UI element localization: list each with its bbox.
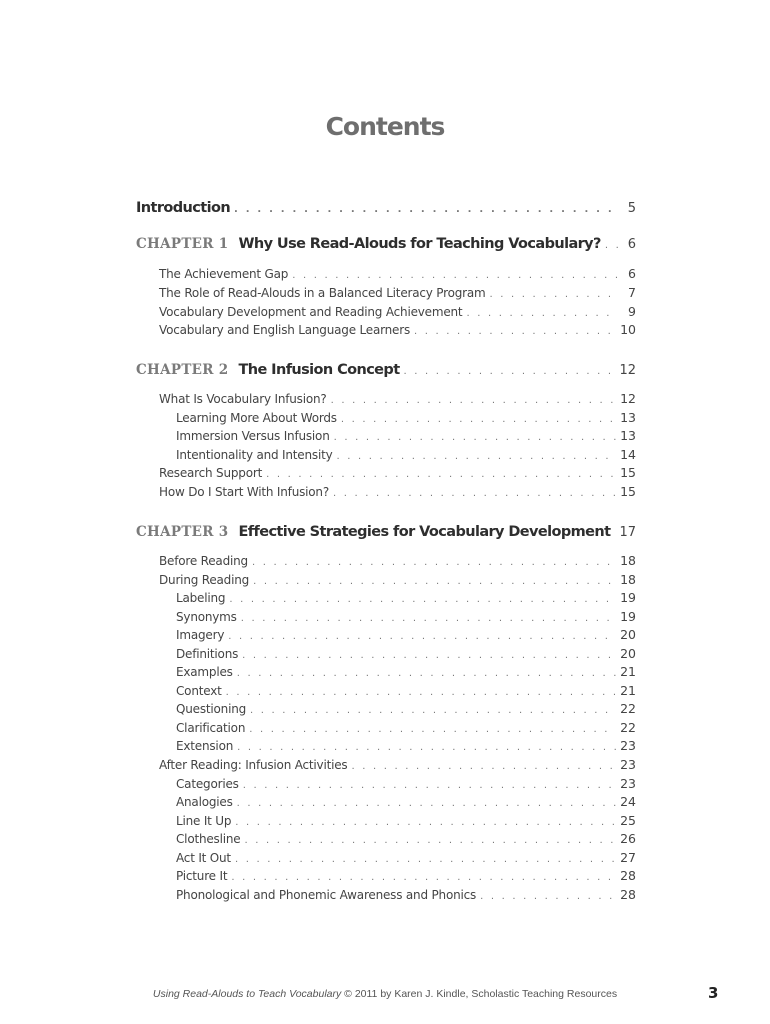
- toc-entry-page: 22: [620, 720, 636, 735]
- toc-introduction[interactable]: [136, 200, 636, 216]
- toc-entry[interactable]: [159, 322, 636, 337]
- toc-entry-page: 6: [628, 266, 636, 281]
- dot-leader: [244, 836, 616, 846]
- dot-leader: [404, 367, 616, 377]
- dot-leader: [337, 452, 617, 462]
- dot-leader: [237, 669, 616, 679]
- toc-entry-label: Clarification: [176, 721, 246, 735]
- toc-entry[interactable]: [159, 304, 636, 319]
- toc-entry[interactable]: [176, 627, 636, 642]
- dot-leader: [243, 781, 616, 791]
- toc-entry-label: Before Reading: [159, 554, 248, 568]
- toc-entry[interactable]: [176, 447, 636, 462]
- toc-entry-label: Clothesline: [176, 832, 241, 846]
- dot-leader: [235, 818, 616, 828]
- toc-entry-label: Synonyms: [176, 610, 237, 624]
- toc-entry-label: Picture It: [176, 869, 228, 883]
- toc-entry[interactable]: [176, 850, 636, 865]
- dot-leader: [231, 873, 616, 883]
- toc-entry-label: Vocabulary and English Language Learners: [159, 323, 411, 337]
- dot-leader: [253, 577, 616, 587]
- footer-credit: © 2011 by Karen J. Kindle, Scholastic Teaching Resources: [341, 988, 618, 1000]
- toc-entry-page: 27: [620, 850, 636, 865]
- dot-leader: [351, 762, 616, 772]
- toc-entry-page: 23: [620, 757, 636, 772]
- dot-leader: [252, 558, 616, 568]
- toc-entry[interactable]: [176, 887, 636, 902]
- toc-entry[interactable]: [176, 590, 636, 605]
- toc-entry[interactable]: [176, 683, 636, 698]
- toc-entry-label: During Reading: [159, 573, 250, 587]
- toc-entry-label: Questioning: [176, 702, 247, 716]
- toc-entry-label: Imagery: [176, 628, 225, 642]
- toc-entry[interactable]: [176, 664, 636, 679]
- toc-entry[interactable]: [159, 465, 636, 480]
- toc-entry-page: 9: [628, 304, 636, 319]
- toc-chapter-2[interactable]: [136, 362, 636, 378]
- toc-entry-page: 22: [620, 701, 636, 716]
- toc-entry[interactable]: [176, 609, 636, 624]
- toc-entry-page: 18: [620, 553, 636, 568]
- dot-leader: [614, 529, 615, 539]
- toc-entry-page: 19: [620, 590, 636, 605]
- toc-entry-page: 10: [620, 322, 636, 337]
- toc-entry[interactable]: [176, 794, 636, 809]
- dot-leader: [480, 892, 616, 902]
- toc-entry[interactable]: [159, 572, 636, 587]
- chapter-page: 12: [619, 363, 636, 378]
- toc-chapter-1[interactable]: [136, 236, 636, 252]
- dot-leader: [341, 415, 616, 425]
- toc-entry-page: 21: [620, 683, 636, 698]
- toc-entry-label: Examples: [176, 665, 233, 679]
- toc-entry[interactable]: [176, 776, 636, 791]
- toc-entry-label: How Do I Start With Infusion?: [159, 485, 330, 499]
- toc-entry-label: Intentionality and Intensity: [176, 448, 333, 462]
- toc-entry[interactable]: [159, 484, 636, 499]
- toc-entry[interactable]: [176, 831, 636, 846]
- toc-entry-label: Line It Up: [176, 814, 232, 828]
- dot-leader: [331, 396, 617, 406]
- toc-entry-page: 19: [620, 609, 636, 624]
- chapter-title: Why Use Read-Alouds for Teaching Vocabulary?: [238, 236, 601, 252]
- dot-leader: [605, 241, 618, 251]
- toc-entry-page: 23: [620, 738, 636, 753]
- dot-leader: [242, 651, 616, 661]
- toc-entry-page: 13: [620, 410, 636, 425]
- toc-entry-page: 28: [620, 868, 636, 883]
- chapter-number: CHAPTER 2: [136, 362, 229, 378]
- toc-entry[interactable]: [159, 757, 636, 772]
- toc-entry-label: Research Support: [159, 466, 263, 480]
- toc-entry-page: 13: [620, 428, 636, 443]
- dot-leader: [333, 489, 616, 499]
- page-footer: [0, 988, 770, 1000]
- toc-entry-label: Extension: [176, 739, 234, 753]
- dot-leader: [237, 799, 616, 809]
- toc-entry-page: 15: [620, 465, 636, 480]
- toc-entry-label: Immersion Versus Infusion: [176, 429, 330, 443]
- toc-entry-page: 12: [620, 391, 636, 406]
- toc-entry-label: Vocabulary Development and Reading Achievement: [159, 305, 463, 319]
- dot-leader: [228, 632, 616, 642]
- toc-introduction-page: 5: [627, 201, 636, 216]
- page-title: Contents: [325, 112, 445, 141]
- toc-entry[interactable]: [176, 701, 636, 716]
- page-number: 3: [708, 984, 719, 1002]
- toc-entry[interactable]: [176, 813, 636, 828]
- dot-leader: [249, 725, 616, 735]
- dot-leader: [466, 309, 618, 319]
- toc-entry-page: 14: [620, 447, 636, 462]
- chapter-title: Effective Strategies for Vocabulary Development: [238, 524, 611, 540]
- toc-entry-label: Analogies: [176, 795, 233, 809]
- dot-leader: [235, 855, 616, 865]
- dot-leader: [237, 743, 616, 753]
- toc-entry[interactable]: [176, 868, 636, 883]
- toc-entry-label: The Achievement Gap: [159, 267, 289, 281]
- dot-leader: [266, 470, 616, 480]
- toc-entry[interactable]: [159, 553, 636, 568]
- toc-entry-label: Labeling: [176, 591, 226, 605]
- toc-entry-page: 7: [628, 285, 636, 300]
- toc-introduction-label: Introduction: [136, 200, 231, 216]
- toc-entry[interactable]: [176, 720, 636, 735]
- toc-entry-page: 23: [620, 776, 636, 791]
- dot-leader: [234, 205, 618, 215]
- dot-leader: [292, 271, 618, 281]
- toc-entry[interactable]: [159, 285, 636, 300]
- toc-entry-page: 26: [620, 831, 636, 846]
- toc-entry[interactable]: [159, 266, 636, 281]
- dot-leader: [414, 327, 616, 337]
- toc-entry-page: 18: [620, 572, 636, 587]
- toc-entry-page: 20: [620, 646, 636, 661]
- toc-entry-page: 28: [620, 887, 636, 902]
- toc-entry-label: What Is Vocabulary Infusion?: [159, 392, 327, 406]
- dot-leader: [229, 595, 616, 605]
- dot-leader: [226, 688, 616, 698]
- toc-entry-label: Definitions: [176, 647, 239, 661]
- toc-entry[interactable]: [176, 410, 636, 425]
- dot-leader: [490, 290, 618, 300]
- toc-entry-label: Phonological and Phonemic Awareness and Phonics: [176, 888, 477, 902]
- chapter-title: The Infusion Concept: [238, 362, 400, 378]
- toc-entry-label: After Reading: Infusion Activities: [159, 758, 348, 772]
- toc-entry-page: 15: [620, 484, 636, 499]
- toc-entry[interactable]: [159, 391, 636, 406]
- toc-entry-page: 20: [620, 627, 636, 642]
- chapter-page: 17: [619, 525, 636, 540]
- chapter-page: 6: [627, 237, 636, 252]
- toc-entry-page: 21: [620, 664, 636, 679]
- dot-leader: [241, 614, 616, 624]
- dot-leader: [250, 706, 616, 716]
- toc-entry[interactable]: [176, 646, 636, 661]
- toc-entry-label: Context: [176, 684, 222, 698]
- footer-book-title: Using Read-Alouds to Teach Vocabulary: [152, 988, 342, 1000]
- chapter-number: CHAPTER 1: [136, 236, 229, 252]
- toc-entry-label: Categories: [176, 777, 239, 791]
- toc-entry[interactable]: [176, 428, 636, 443]
- toc-chapter-3[interactable]: [136, 524, 636, 540]
- toc-entry-page: 24: [620, 794, 636, 809]
- toc-entry-page: 25: [620, 813, 636, 828]
- dot-leader: [334, 433, 616, 443]
- toc-entry-label: The Role of Read-Alouds in a Balanced Literacy Program: [159, 286, 486, 300]
- chapter-number: CHAPTER 3: [136, 524, 229, 540]
- toc-entry-label: Act It Out: [176, 851, 231, 865]
- toc-entry-label: Learning More About Words: [176, 411, 337, 425]
- toc-entry[interactable]: [176, 738, 636, 753]
